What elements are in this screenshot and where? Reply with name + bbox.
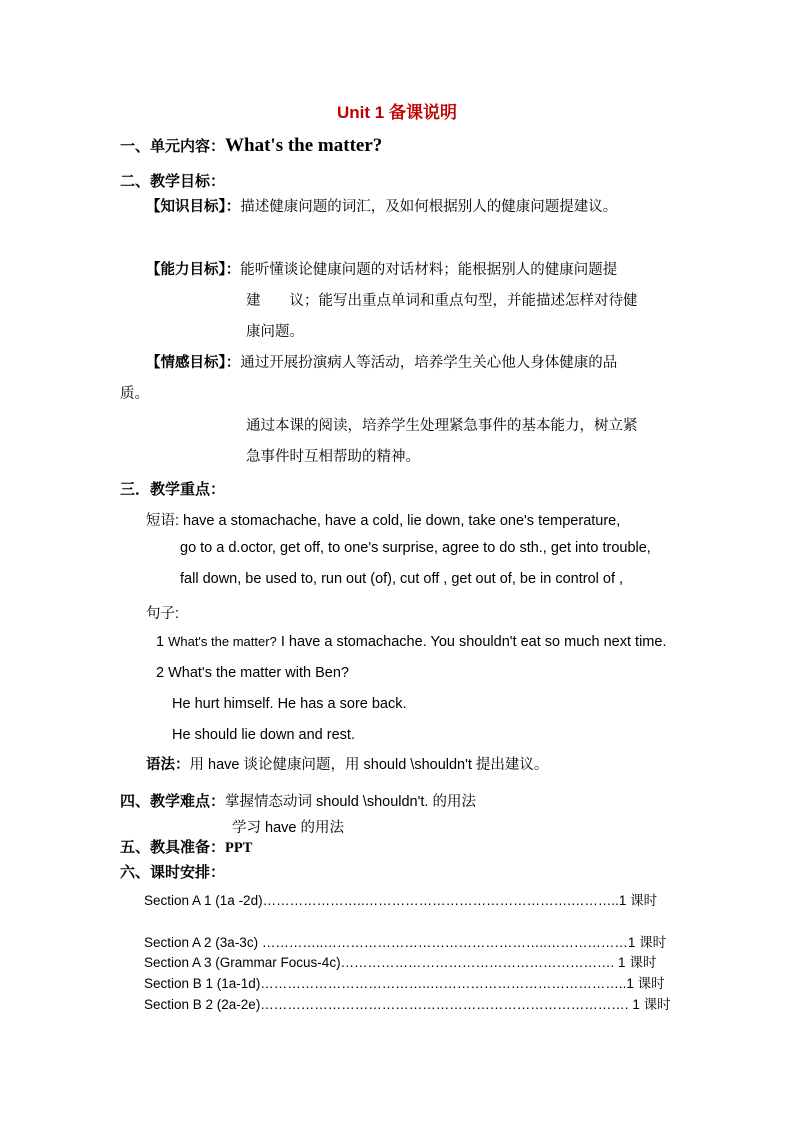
section-4 — [120, 790, 476, 811]
schedule-item: Section B 2 (2a-2e)………………………………………………………………………. 1 课时 — [144, 997, 671, 1012]
emotion-goal-line4: 急事件时互相帮助的精神。 — [246, 449, 420, 465]
emotion-goal-line1: 通过开展扮演病人等活动，培养学生关心他人身体健康的品 — [240, 355, 618, 371]
schedule-item: Section B 1 (1a-1d)………………………………..……………………………………..1 课时 — [144, 976, 665, 991]
ability-goal-label: 【能力目标】： — [146, 262, 241, 278]
knowledge-goal-text: 描述健康问题的词汇，及如何根据别人的健康问题提建议。 — [240, 199, 618, 215]
ability-goal — [146, 258, 617, 279]
section-5-label: 五、教具准备： — [120, 839, 226, 856]
schedule-item: Section A 3 (Grammar Focus-4c)……………………………………………………. 1 课时 — [144, 955, 657, 970]
sentence-1-question: What's the matter? — [168, 634, 277, 649]
sentence-2-line3: He should lie down and rest. — [172, 727, 355, 743]
knowledge-goal-label: 【知识目标】： — [146, 199, 241, 215]
schedule-item: Section A 2 (3a-3c) …………..…………………………………………..………………1 课时 — [144, 935, 667, 950]
sentences-label: 句子: — [146, 606, 180, 622]
grammar — [146, 753, 548, 774]
phrases-line2: go to a d.octor, get off, to one's surprise, agree to do sth., get into trouble, — [180, 540, 651, 556]
section-4-label: 四、教学难点： — [120, 793, 226, 810]
grammar-text: 用 have 谈论健康问题，用 should \shouldn't 提出建议。 — [189, 757, 549, 773]
emotion-goal-label: 【情感目标】： — [146, 355, 241, 371]
section-1-value: What's the matter? — [225, 135, 383, 156]
section-4-line1: 掌握情态动词 should \shouldn't. 的用法 — [225, 794, 476, 810]
section-2-label: 二、教学目标： — [120, 173, 226, 190]
ability-goal-line3: 康问题。 — [246, 324, 304, 340]
page-title: Unit 1 备课说明 — [337, 103, 457, 122]
section-4-line2: 学习 have 的用法 — [232, 820, 344, 836]
section-5 — [120, 836, 252, 857]
phrases-line1: 短语: have a stomachache, have a cold, lie down, take one's temperature, — [146, 513, 621, 529]
emotion-goal-line3: 通过本课的阅读，培养学生处理紧急事件的基本能力，树立紧 — [246, 418, 638, 434]
sentence-1-answer: I have a stomachache. You shouldn't eat so much next time. — [276, 634, 667, 650]
section-1 — [120, 135, 382, 157]
emotion-goal — [146, 351, 617, 372]
schedule-item: Section A 1 (1a -2d)…………………..……………………………………….………..1 课时 — [144, 893, 658, 908]
ability-goal-line2: 建 议；能写出重点单词和重点句型，并能描述怎样对待健 — [246, 293, 638, 309]
section-3-label: 三．教学重点： — [120, 481, 226, 498]
ability-goal-line1: 能听懂谈论健康问题的对话材料；能根据别人的健康问题提 — [240, 262, 618, 278]
grammar-label: 语法： — [146, 757, 190, 773]
sentence-2-line1: 2 What's the matter with Ben? — [156, 665, 349, 681]
section-6-label: 六、课时安排： — [120, 864, 226, 881]
phrases-line3: fall down, be used to, run out (of), cut off , get out of, be in control of , — [180, 571, 624, 587]
section-5-value: PPT — [225, 840, 253, 856]
section-1-label: 一、单元内容： — [120, 138, 226, 155]
sentence-1-number: 1 — [156, 634, 169, 650]
emotion-goal-line2: 质。 — [120, 386, 149, 402]
knowledge-goal — [146, 195, 617, 216]
sentence-1 — [156, 634, 666, 650]
sentence-2-line2: He hurt himself. He has a sore back. — [172, 696, 407, 712]
